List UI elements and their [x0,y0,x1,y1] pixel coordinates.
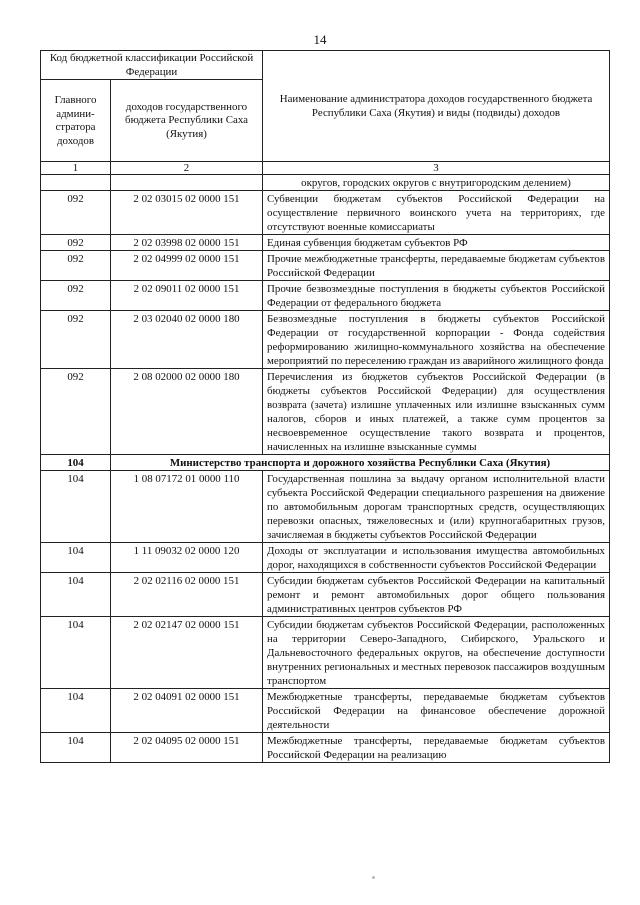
table-row [41,471,610,543]
revenue-code: 2 02 02147 02 0000 151 [111,617,263,689]
admin-code: 104 [41,733,111,763]
admin-code: 092 [41,191,111,235]
revenue-name: Государственная пошлина за выдачу органом исполнительной власти субъекта Российской Федерации специального разрешения на движение по автомобильным дорогам транспортных средств, осуществляющих перевозки опасных, тяжеловесных и (или) крупногабаритных грузов, зачисляемая в бюджеты субъектов Российской Федерации [263,471,610,543]
revenue-name: Перечисления из бюджетов субъектов Российской Федерации (в бюджеты субъектов Российской Федерации) для осуществления возврата (зачета) излишне уплаченных или излишне взысканных сумм налогов, сборов и иных платежей, а также сумм процентов за несвоевременное осуществление такого возврата и процентов, начисленных на излишне взысканные суммы [263,369,610,455]
admin-code: 104 [41,471,111,543]
admin-code: 104 [41,689,111,733]
revenue-name: Субвенции бюджетам субъектов Российской Федерации на осуществление первичного воинского учета на территориях, где отсутствуют военные комиссариаты [263,191,610,235]
table-row [41,191,610,235]
header-col-name: Наименование администратора доходов государственного бюджета Республики Саха (Якутия) и виды (подвиды) доходов [263,51,610,162]
revenue-name: Межбюджетные трансферты, передаваемые бюджетам субъектов Российской Федерации на финансовое обеспечение дорожной деятельности [263,689,610,733]
admin-code: 092 [41,281,111,311]
column-numbers-row [41,162,610,175]
revenue-name: Субсидии бюджетам субъектов Российской Федерации на капитальный ремонт и ремонт автомобильных дорог общего пользования административных центров субъектов РФ [263,573,610,617]
revenue-code: 2 02 09011 02 0000 151 [111,281,263,311]
admin-code: 092 [41,235,111,251]
revenue-code: 2 02 04999 02 0000 151 [111,251,263,281]
revenue-code: 1 08 07172 01 0000 110 [111,471,263,543]
section-title: Министерство транспорта и дорожного хозяйства Республики Саха (Якутия) [111,455,610,471]
revenue-name: Доходы от эксплуатации и использования имущества автомобильных дорог, находящихся в собственности субъектов Российской Федерации [263,543,610,573]
revenue-classification-table [40,50,610,763]
section-admin-code: 104 [41,455,111,471]
revenue-code: 2 03 02040 02 0000 180 [111,311,263,369]
admin-code: 092 [41,251,111,281]
revenue-code: 2 02 04091 02 0000 151 [111,689,263,733]
header-row-top [41,51,610,80]
revenue-code: 2 08 02000 02 0000 180 [111,369,263,455]
column-number: 2 [111,162,263,175]
admin-code: 092 [41,369,111,455]
table-row [41,251,610,281]
revenue-code: 2 02 04095 02 0000 151 [111,733,263,763]
page-number: 14 [313,32,327,47]
table-row [41,543,610,573]
admin-code: 104 [41,617,111,689]
continuation-text: округов, городских округов с внутригородским делением) [263,175,610,191]
table-row [41,733,610,763]
revenue-name: Безвозмездные поступления в бюджеты субъектов Российской Федерации от государственной корпорации - Фонда содействия реформированию жилищно-коммунального хозяйства на обеспечение мероприятий по переселению граждан из аварийного жилищного фонда [263,311,610,369]
scan-speck [372,876,375,879]
revenue-code: 2 02 03015 02 0000 151 [111,191,263,235]
revenue-name: Межбюджетные трансферты, передаваемые бюджетам субъектов Российской Федерации на реализацию [263,733,610,763]
table-row [41,573,610,617]
revenue-name: Субсидии бюджетам субъектов Российской Федерации, расположенных на территории Северо-Западного, Сибирского, Уральского и Дальневосточного федеральных округов, на обеспечение доступности внутренних региональных и местных перевозок пассажиров воздушным транспортом [263,617,610,689]
table-row [41,235,610,251]
section-row [41,455,610,471]
revenue-name: Прочие безвозмездные поступления в бюджеты субъектов Российской Федерации от федерального бюджета [263,281,610,311]
table-row [41,617,610,689]
table-row [41,281,610,311]
table-row [41,369,610,455]
column-number: 1 [41,162,111,175]
admin-code: 104 [41,543,111,573]
header-col-code: доходов государственного бюджета Республики Саха (Якутия) [111,80,263,162]
admin-code: 092 [41,311,111,369]
column-number: 3 [263,162,610,175]
table-row [41,311,610,369]
admin-code: 104 [41,573,111,617]
revenue-code: 2 02 03998 02 0000 151 [111,235,263,251]
header-group-title: Код бюджетной классификации Российской Федерации [41,51,263,80]
revenue-code: 1 11 09032 02 0000 120 [111,543,263,573]
continuation-row [41,175,610,191]
table-row [41,689,610,733]
header-col-admin: Главного админи-стратора доходов [41,80,111,162]
revenue-name: Прочие межбюджетные трансферты, передаваемые бюджетам субъектов Российской Федерации [263,251,610,281]
revenue-code: 2 02 02116 02 0000 151 [111,573,263,617]
revenue-name: Единая субвенция бюджетам субъектов РФ [263,235,610,251]
